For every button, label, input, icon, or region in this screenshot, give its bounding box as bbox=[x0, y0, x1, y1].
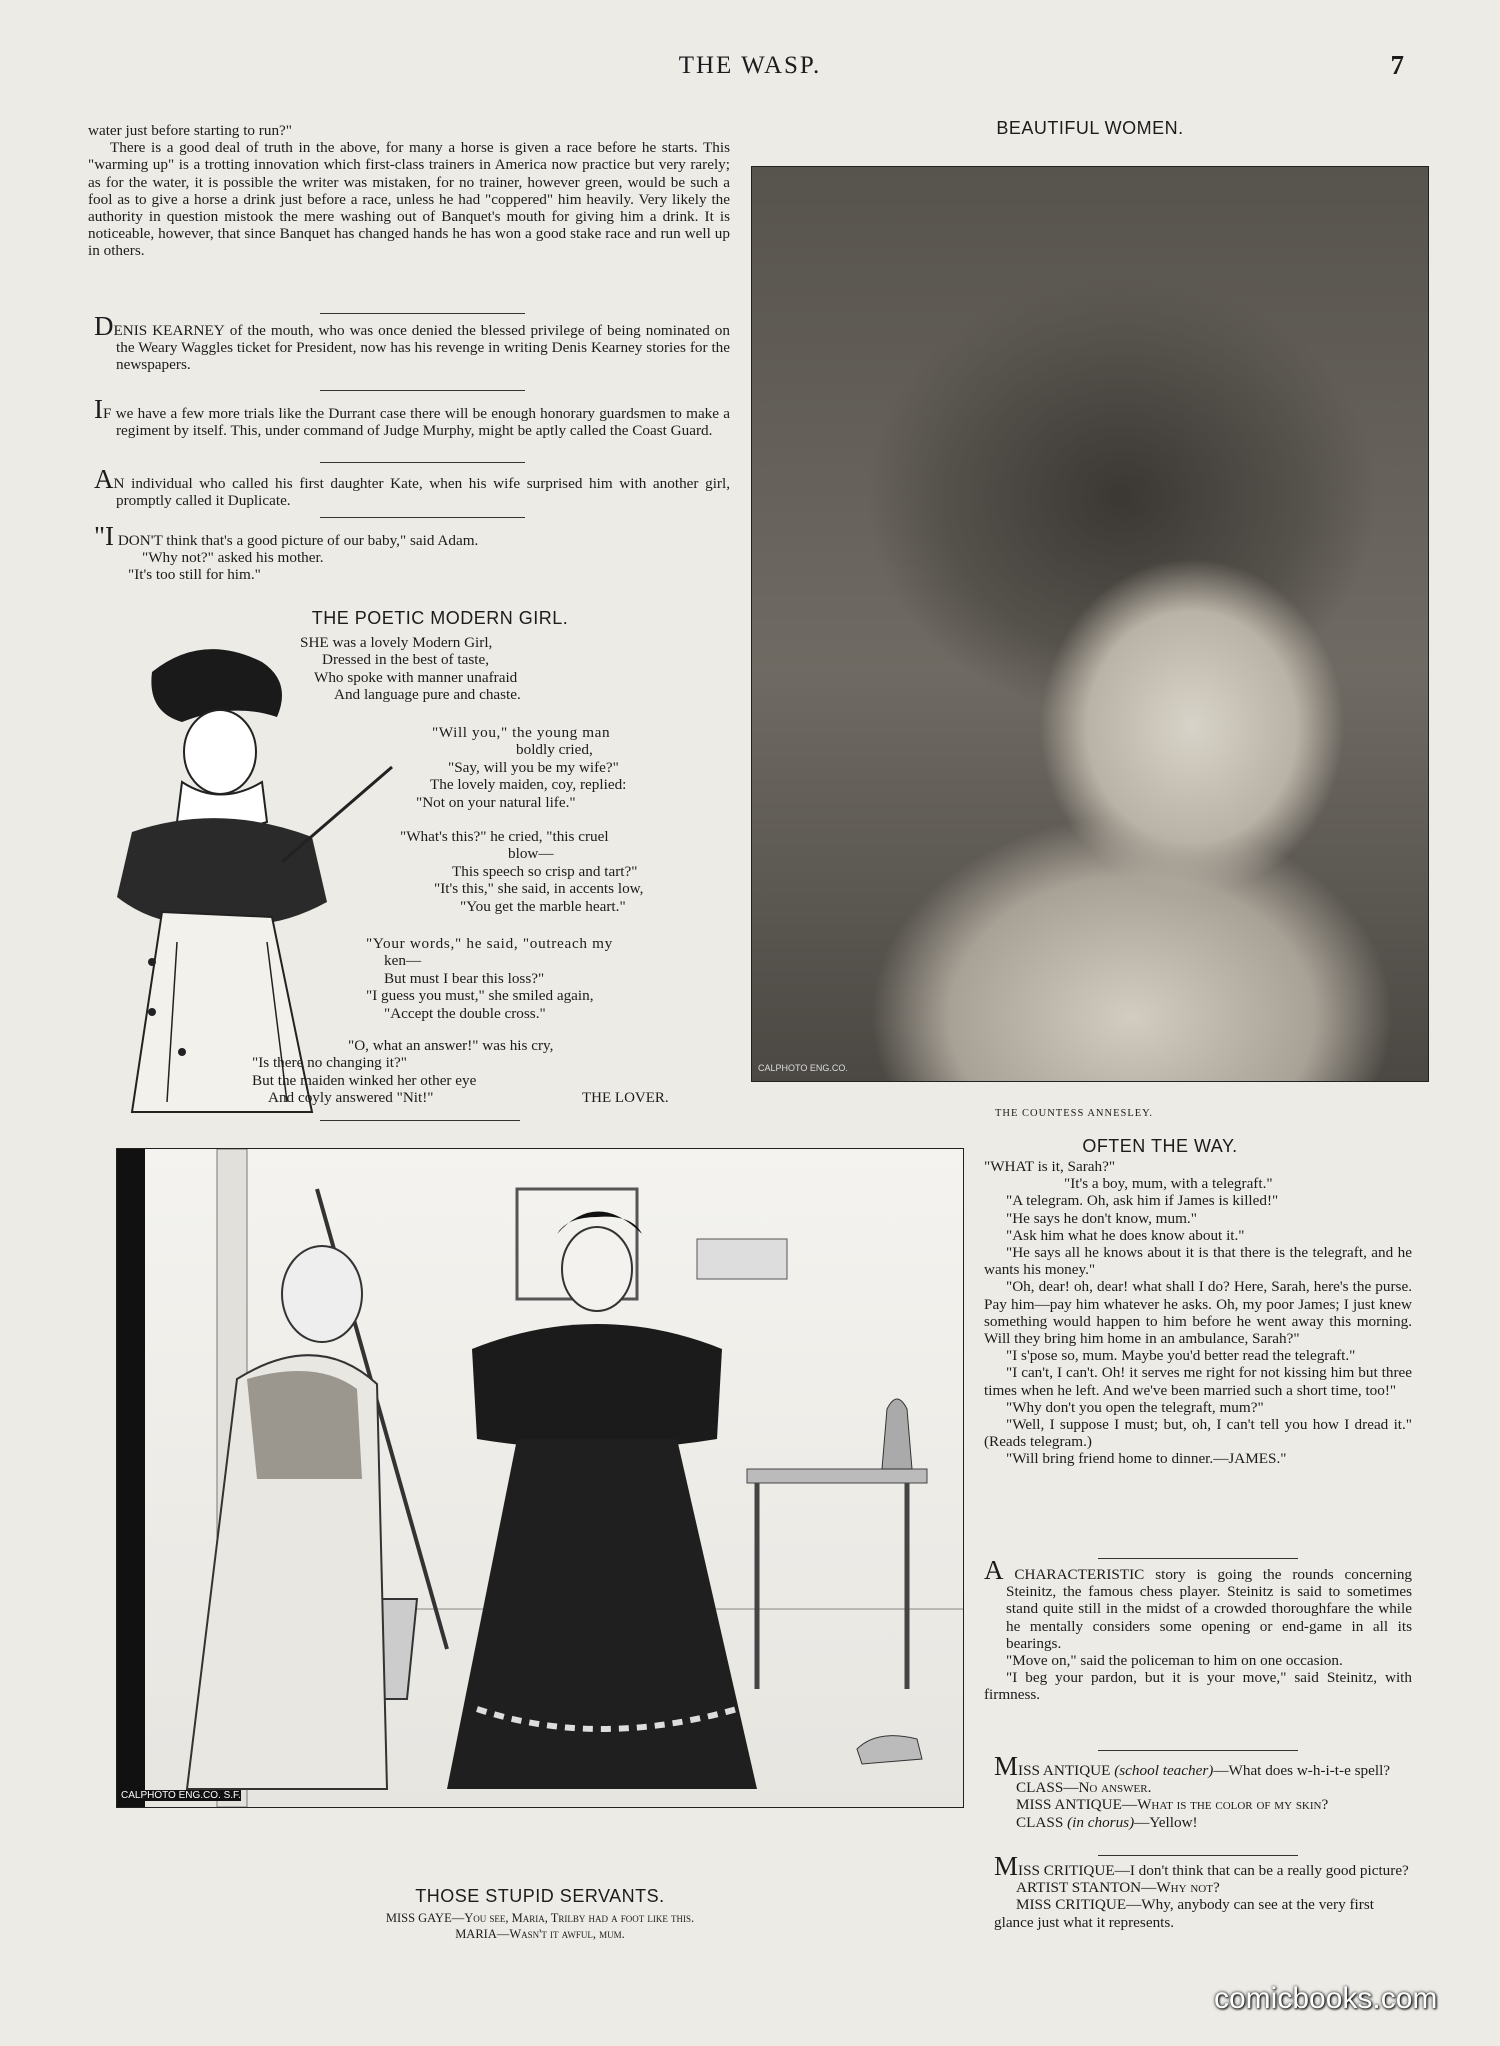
poem-signature: THE LOVER. bbox=[582, 1090, 669, 1106]
drop-cap: M bbox=[994, 1751, 1019, 1781]
divider bbox=[1098, 1855, 1298, 1856]
horse-article bbox=[88, 122, 730, 260]
kearney-item bbox=[94, 311, 730, 374]
horse-article-line1: water just before starting to run?" bbox=[88, 122, 292, 139]
masthead: THE WASP. bbox=[678, 52, 822, 79]
dialog-line: "I can't, I can't. Oh! it serves me right for not kissing him but three times when he left. And we've been married such a short time, too!" bbox=[984, 1364, 1412, 1399]
dialog-line: "WHAT is it, Sarah?" bbox=[984, 1158, 1116, 1175]
dialog-line: "Ask him what he does know about it." bbox=[1006, 1226, 1245, 1244]
drop-cap: A bbox=[984, 1555, 1004, 1585]
divider bbox=[320, 462, 525, 463]
divider bbox=[1098, 1558, 1298, 1559]
poem-stanza-2 bbox=[416, 724, 726, 811]
steinitz-body: "I beg your pardon, but it is your move," said Steinitz, with firmness. bbox=[984, 1669, 1412, 1704]
critique-item bbox=[994, 1851, 1412, 1931]
poem-line: Dressed in the best of taste, bbox=[322, 651, 490, 669]
page-number: 7 bbox=[1390, 50, 1404, 80]
antique-line: MISS ANTIQUE—What is the color of my skin? bbox=[1016, 1796, 1329, 1814]
often-the-way-title: OFTEN THE WAY. bbox=[1082, 1136, 1238, 1156]
poem-title: THE POETIC MODERN GIRL. bbox=[311, 608, 569, 628]
steinitz-item bbox=[984, 1555, 1413, 1704]
beautiful-women-title: BEAUTIFUL WOMEN. bbox=[996, 118, 1184, 138]
poem-line: "Say, will you be my wife?" bbox=[448, 758, 619, 776]
kate-item bbox=[94, 464, 730, 510]
site-watermark: comicbooks.com bbox=[1214, 1982, 1438, 2015]
servants-caption-line: MISS GAYE—You see, Maria, Trilby had a foot like this. bbox=[385, 1911, 695, 1925]
poem-line: And coyly answered "Nit!" bbox=[268, 1089, 434, 1107]
servants-title: THOSE STUPID SERVANTS. bbox=[415, 1886, 665, 1906]
servants-illustration bbox=[116, 1148, 964, 1808]
divider bbox=[320, 313, 525, 314]
critique-line: MISS CRITIQUE—Why, anybody can see at the very first glance just what it represents. bbox=[994, 1896, 1374, 1931]
servants-drawing bbox=[117, 1149, 963, 1807]
poem-line: ken— bbox=[384, 952, 422, 970]
kearney-body: of the mouth, who was once denied the blessed privilege of being nominated on the Weary Waggles ticket for President, now has his revenge in writing Denis Kearney stories for the newspapers. bbox=[116, 322, 730, 374]
antique-line: —Yellow! bbox=[1134, 1813, 1198, 1831]
antique-line: CLASS—No answer. bbox=[1016, 1779, 1152, 1797]
critique-line: ARTIST STANTON—Why not? bbox=[1016, 1879, 1220, 1897]
divider bbox=[320, 1120, 520, 1121]
poem-line: This speech so crisp and tart?" bbox=[452, 862, 638, 880]
engraver-credit: CALPHOTO ENG.CO. bbox=[758, 1063, 848, 1073]
dialog-line: "Oh, dear! oh, dear! what shall I do? Here, Sarah, here's the purse. Pay him—pay him whatever he asks. Oh, my poor James; I just knew something would happen to him before he went away this morning. Will they bring him home in an ambulance, Sarah?" bbox=[984, 1278, 1412, 1348]
dialog-line: "Will bring friend home to dinner.—JAMES." bbox=[1006, 1450, 1287, 1468]
poem-line: And language pure and chaste. bbox=[334, 686, 521, 704]
kearney-lead: ENIS KEARNEY bbox=[113, 322, 225, 339]
antique-question: —What does w-h-i-t-e spell? bbox=[1213, 1762, 1391, 1779]
poem-line: "Is there no changing it?" bbox=[252, 1054, 407, 1072]
antique-item bbox=[994, 1751, 1412, 1831]
drop-cap: "I bbox=[94, 521, 115, 551]
dialog-line: "I s'pose so, mum. Maybe you'd better read the telegraft." bbox=[1006, 1347, 1356, 1365]
poem-line: "Will you," the young man bbox=[432, 724, 611, 741]
poem-line: "Not on your natural life." bbox=[416, 793, 576, 811]
portrait-caption: THE COUNTESS ANNESLEY. bbox=[995, 1108, 1154, 1119]
critique-question: —I don't think that can be a really good picture? bbox=[1114, 1862, 1409, 1879]
divider bbox=[1098, 1750, 1298, 1751]
poem-line: SHE was a lovely Modern Girl, bbox=[300, 634, 493, 651]
poem-line: "I guess you must," she smiled again, bbox=[366, 987, 594, 1005]
steinitz-body: story is going the rounds concerning Steinitz, the famous chess player. Steinitz is said to sometimes stand quite still in the midst of a crowded thoroughfare the while he mentally considers some opening or end-game in all its bearings. bbox=[1006, 1566, 1413, 1652]
divider bbox=[320, 390, 525, 391]
adam-line3: "It's too still for him." bbox=[128, 566, 261, 584]
poem-line: "O, what an answer!" was his cry, bbox=[348, 1037, 554, 1054]
dialog-line: "He says he don't know, mum." bbox=[1006, 1209, 1197, 1227]
servants-caption bbox=[250, 1910, 830, 1942]
steinitz-lead: CHARACTERISTIC bbox=[1003, 1566, 1145, 1583]
kate-body: N individual who called his first daughter Kate, when his wife surprised him with another girl, promptly called it Duplicate. bbox=[113, 475, 730, 510]
critique-lead: ISS CRITIQUE bbox=[1018, 1862, 1115, 1879]
countess-portrait-photo bbox=[751, 166, 1429, 1082]
often-the-way-body bbox=[984, 1158, 1412, 1468]
poem-line: But the maiden winked her other eye bbox=[252, 1071, 477, 1089]
dialog-line: "Well, I suppose I must; but, oh, I can't tell you how I dread it." (Reads telegram.) bbox=[984, 1416, 1412, 1451]
dialog-line: "Why don't you open the telegraft, mum?" bbox=[1006, 1398, 1264, 1416]
poem-line: "Your words," he said, "outreach my bbox=[366, 935, 613, 952]
drop-cap: A bbox=[94, 464, 114, 494]
poem-line: The lovely maiden, coy, replied: bbox=[430, 776, 627, 794]
horse-article-body: There is a good deal of truth in the above, for many a horse is given a race before he starts. This "warming up" is a trotting innovation which first-class trainers in America now practice but very rarely; as for the water, it is possible the writer was mistaken, for no trainer, however green, would be such a fool as to give a horse a drink just before a race, unless he had "coppered" him heavily. Very likely the authority in question mistook the mere washing out of Banquet's mouth for giving him a drink. It is noticeable, however, that since Banquet has changed hands he has won a good stake race and run well up in others. bbox=[88, 139, 730, 260]
drop-cap: I bbox=[94, 394, 103, 424]
adam-line1: DON'T think that's a good picture of our baby," said Adam. bbox=[114, 532, 479, 549]
poem-line: "Accept the double cross." bbox=[384, 1004, 546, 1022]
dialog-line: "A telegram. Oh, ask him if James is killed!" bbox=[1006, 1192, 1279, 1210]
divider bbox=[320, 517, 525, 518]
poem-line: "What's this?" he cried, "this cruel bbox=[400, 828, 609, 845]
poem-stanza-4 bbox=[366, 935, 730, 1022]
poem-line: "It's this," she said, in accents low, bbox=[434, 880, 644, 898]
dialog-line: "It's a boy, mum, with a telegraft." bbox=[1064, 1175, 1273, 1193]
drop-cap: M bbox=[994, 1851, 1019, 1881]
dialog-line: "He says all he knows about it is that there is the telegraft, and he wants his money." bbox=[984, 1244, 1412, 1279]
durrant-item bbox=[94, 394, 730, 440]
adam-item bbox=[94, 521, 730, 584]
steinitz-body: "Move on," said the policeman to him on one occasion. bbox=[1006, 1652, 1343, 1670]
antique-lead: ISS ANTIQUE bbox=[1018, 1762, 1111, 1779]
poem-line: "You get the marble heart." bbox=[460, 897, 626, 915]
poem-line: Who spoke with manner unafraid bbox=[314, 668, 518, 686]
durrant-body: F we have a few more trials like the Durrant case there will be enough honorary guardsmen to make a regiment by itself. This, under command of Judge Murphy, might be aptly called the Coast Guard. bbox=[103, 405, 730, 440]
poem-stanza-3 bbox=[400, 828, 730, 915]
adam-line2: "Why not?" asked his mother. bbox=[142, 549, 324, 567]
antique-line: CLASS bbox=[1016, 1813, 1064, 1831]
antique-role: (school teacher) bbox=[1110, 1762, 1214, 1779]
poem-stanza-1 bbox=[300, 634, 540, 704]
poem-line: But must I bear this loss?" bbox=[384, 969, 545, 987]
engraver-credit: CALPHOTO ENG.CO. S.F. bbox=[121, 1790, 241, 1801]
drop-cap: D bbox=[94, 311, 114, 341]
poem-line: blow— bbox=[508, 845, 554, 863]
servants-caption-line: MARIA—Wasn't it awful, mum. bbox=[455, 1927, 625, 1941]
antique-line: (in chorus) bbox=[1063, 1813, 1135, 1831]
poem-line: boldly cried, bbox=[516, 741, 593, 759]
